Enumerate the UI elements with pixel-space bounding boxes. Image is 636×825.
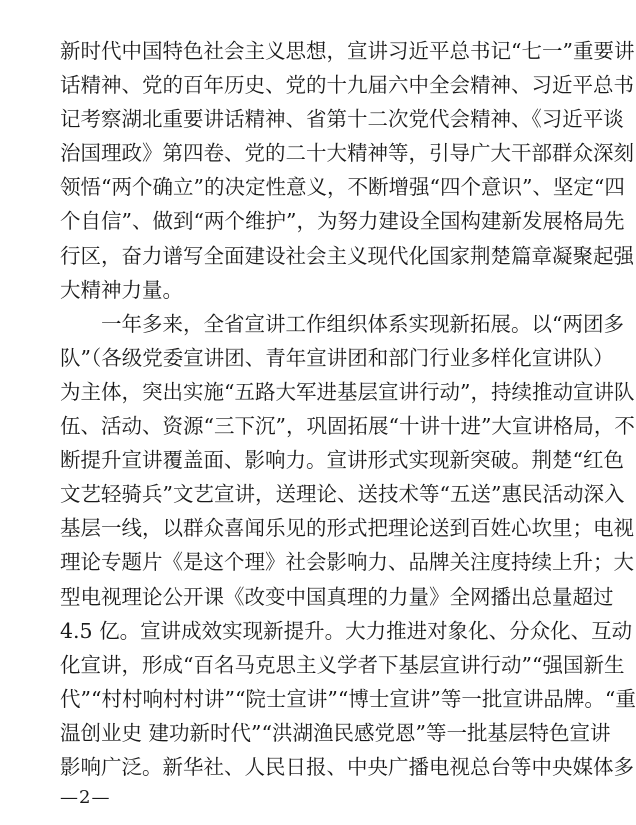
text-line: 断提升宣讲覆盖面、影响力。宣讲形式实现新突破。荆楚“红色: [60, 448, 624, 472]
text-line: 话精神、党的百年历史、党的十九届六中全会精神、习近平总书: [60, 73, 634, 97]
text-line: 理论专题片《是这个理》社会影响力、品牌关注度持续上升；大: [60, 550, 634, 574]
text-line: 4.5 亿。宣讲成效实现新提升。大力推进对象化、分众化、互动: [60, 619, 633, 643]
text-line: 代”“村村响村村讲”“院士宣讲”“博士宣讲”等一批宣讲品牌。“重: [60, 687, 636, 711]
text-line: 记考察湖北重要讲话精神、省第十二次党代会精神、《习近平谈: [60, 107, 624, 131]
text-line: 新时代中国特色社会主义思想，宣讲习近平总书记“七一”重要讲: [60, 39, 635, 63]
text-line: 温创业史 建功新时代”“洪湖渔民感党恩”等一批基层特色宣讲: [60, 721, 611, 745]
text-line: 基层一线，以群众喜闻乐见的形式把理论送到百姓心坎里；电视: [60, 516, 634, 540]
text-line: 为主体，突出实施“五路大军进基层宣讲行动”，持续推动宣讲队: [60, 380, 635, 404]
text-line: 型电视理论公开课《改变中国真理的力量》全网播出总量超过: [60, 585, 614, 609]
text-line: 文艺轻骑兵”文艺宣讲，送理论、送技术等“五送”惠民活动深入: [60, 482, 625, 506]
paragraph-first-line: 一年多来，全省宣讲工作组织体系实现新拓展。以“两团多: [101, 312, 624, 336]
text-line: 大精神力量。: [60, 278, 183, 302]
text-line: 个自信”、做到“两个维护”，为努力建设全国构建新发展格局先: [60, 209, 625, 233]
text-line: 队”（各级党委宣讲团、青年宣讲团和部门行业多样化宣讲队）: [60, 346, 614, 370]
text-line: 影响广泛。新华社、人民日报、中央广播电视总台等中央媒体多: [60, 755, 634, 779]
text-line: 伍、活动、资源“三下沉”，巩固拓展“十讲十进”大宣讲格局，不: [60, 414, 635, 438]
text-line: 化宣讲，形成“百名马克思主义学者下基层宣讲行动”“强国新生: [60, 653, 625, 677]
text-line: 领悟“两个确立”的决定性意义，不断增强“四个意识”、坚定“四: [60, 175, 625, 199]
text-line: 治国理政》第四卷、党的二十大精神等，引导广大干部群众深刻: [60, 141, 634, 165]
text-line: 行区，奋力谱写全面建设社会主义现代化国家荆楚篇章凝聚起强: [60, 244, 634, 268]
page-number: —2—: [60, 787, 111, 808]
